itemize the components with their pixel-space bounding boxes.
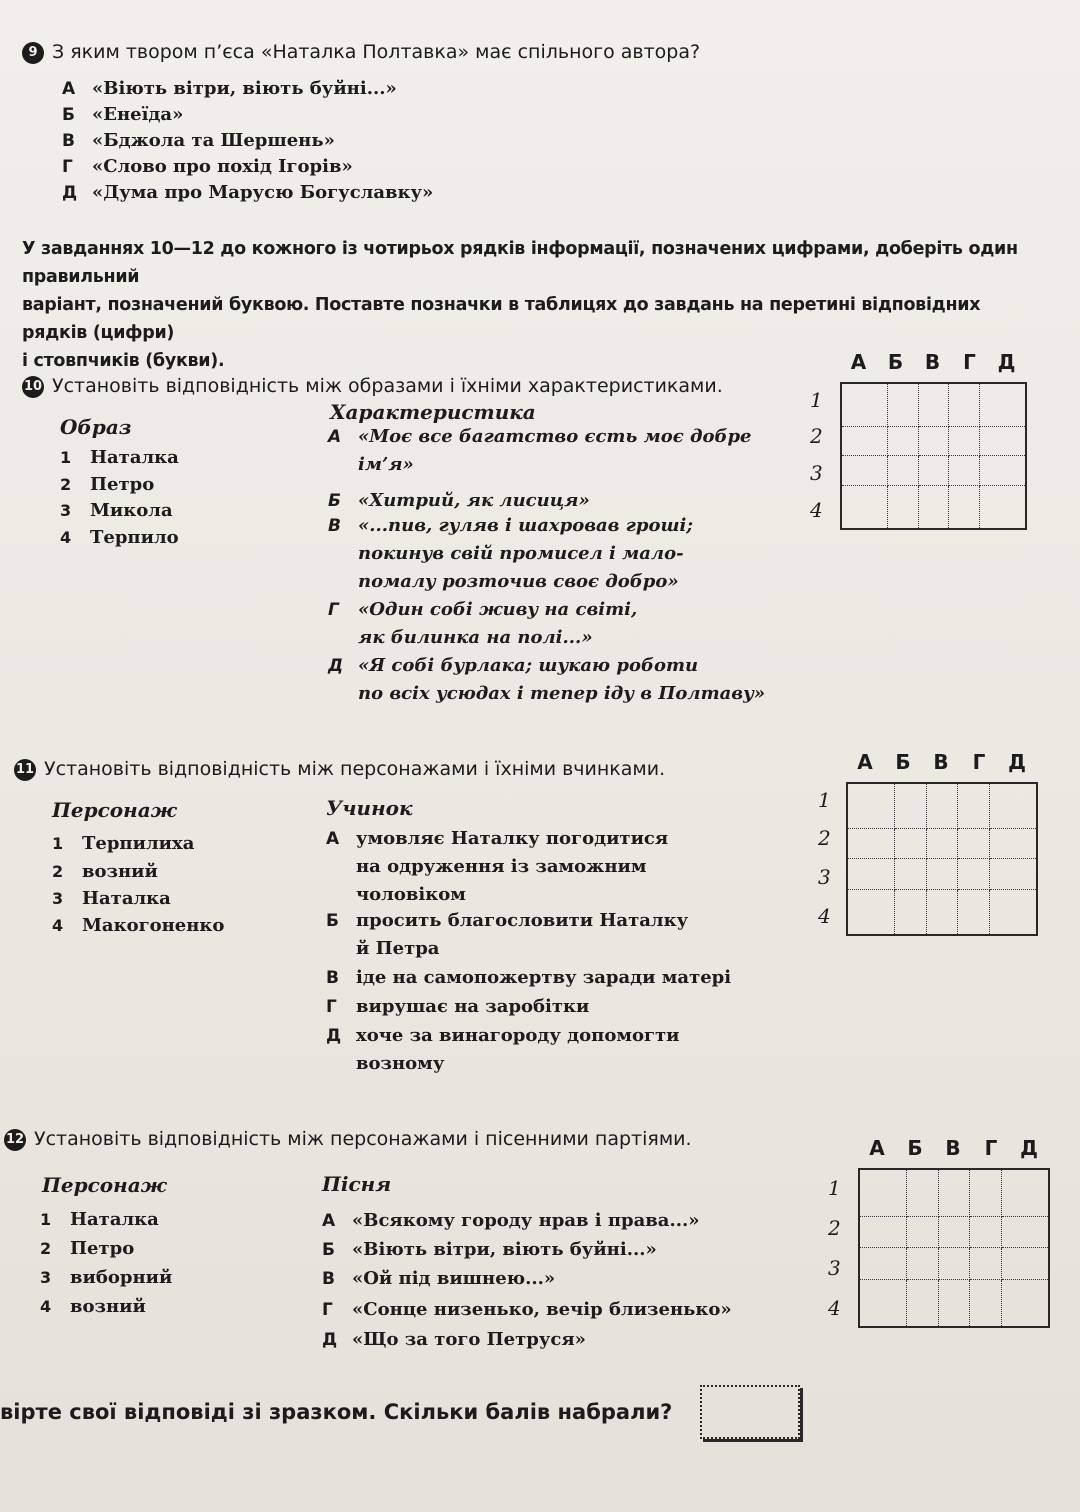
q12-left-header: Персонаж	[42, 1173, 167, 1197]
q9-option-c[interactable]: В «Бджола та Шершень»	[62, 130, 335, 151]
instructions-line: У завданнях 10—12 до кожного із чотирьох рядків інформації, позначених цифрами, доберіть один правильний	[22, 239, 1018, 287]
instructions-line: варіант, позначений буквою. Поставте позначки в таблицях до завдань на перетині відповідних рядків (цифри)	[22, 295, 981, 343]
q9-option-a[interactable]: А «Віють вітри, віють буйні...»	[62, 78, 397, 99]
q9-option-d[interactable]: Г «Слово про похід Ігорів»	[62, 156, 353, 177]
q12-question: Установіть відповідність між персонажами і пісенними партіями.	[34, 1128, 692, 1150]
q12-number: 12	[4, 1129, 26, 1151]
q10-item-4: 4 Терпило	[60, 527, 179, 548]
q11-item-3: 3 Наталка	[52, 888, 171, 909]
q9-option-e[interactable]: Д «Дума про Марусю Богуславку»	[62, 182, 434, 203]
q11-heading	[14, 757, 665, 781]
q9-option-b[interactable]: Б «Енеїда»	[62, 104, 184, 125]
q10-item-3: 3 Микола	[60, 500, 173, 521]
q11-left-header: Персонаж	[52, 798, 177, 822]
q11-item-1: 1 Терпилиха	[52, 833, 195, 854]
q12-item-4: 4 возний	[40, 1296, 146, 1317]
q11-grid-letters: А Б В Г Д	[857, 750, 1026, 774]
q10-grid-letters: А Б В Г Д	[850, 350, 1016, 374]
q11-grid-table	[846, 782, 1038, 936]
q12-heading	[4, 1127, 692, 1151]
q12-right-header: Пісня	[322, 1172, 392, 1196]
q12-item-1: 1 Наталка	[40, 1209, 159, 1230]
q12-item-2: 2 Петро	[40, 1238, 135, 1259]
q11-right-header: Учинок	[326, 796, 413, 820]
q10-left-header: Образ	[60, 415, 132, 439]
q11-item-4: 4 Макогоненко	[52, 915, 225, 936]
q10-heading	[22, 374, 723, 398]
q11-question: Установіть відповідність між персонажами і їхніми вчинками.	[44, 758, 666, 780]
q9-question: З яким твором п’єса «Наталка Полтавка» має спільного автора?	[52, 41, 701, 63]
q11-item-2: 2 возний	[52, 861, 158, 882]
q10-item-2: 2 Петро	[60, 474, 155, 495]
q10-grid-table	[840, 382, 1027, 530]
q11-number: 11	[14, 759, 36, 781]
q10-number: 10	[22, 376, 44, 398]
footer-text: вірте свої відповіді зі зразком. Скільки балів набрали?	[0, 1400, 673, 1424]
q10-question: Установіть відповідність між образами і їхніми характеристиками.	[52, 375, 723, 397]
q10-item-1: 1 Наталка	[60, 447, 179, 468]
q9-heading	[22, 40, 700, 64]
q12-grid-letters: А Б В Г Д	[869, 1136, 1038, 1160]
score-box[interactable]	[700, 1385, 800, 1439]
q12-item-3: 3 виборний	[40, 1267, 173, 1288]
q10-right-header: Характеристика	[330, 400, 536, 424]
instructions-line: і стовпчиків (букви).	[22, 351, 225, 371]
q12-grid-table	[858, 1168, 1050, 1328]
workbook-page: 9 З яким твором п’єса «Наталка Полтавка» має спільного автора? А «Віють вітри, віють буйні...» Б «Енеїда» В «Бджола та Шершень» Г «Слово про похід Ігорів» Д «Дума про Марусю Богуславку» У завданнях 10—12 до кожного із чотирьох рядків інформації, позначених цифрами, доберіть один правильний варіант, позначений буквою. Поставте позначки в таблицях до завдань на перетині відповідних рядків (цифри) і стовпчиків (букви). 10 Установіть відповідність між образами і їхніми характеристиками. Образ Характеристика 1 Наталка 2 Петро 3 Микола 4 Терпило А «Моє все багатство єсть моє добре ім’я» Б «Хитрий, як лисиця» В «...пив, гуляв і шахровав гроші; покинув свій промисел і мало- помалу розточив своє добро» Г «Один собі живу на світі, як билинка на полі...» Д «Я собі бурлака; шукаю роботи по всіх усюдах і тепер іду в Полтаву» А Б В Г Д 1 2 3 4 11 Установіть відповідність між персонажами і їхніми вчинками. Персонаж Учинок 1 Терпилиха 2 возний 3 Наталка 4 Макогоненко А умовляє Наталку погодитися на одруження із заможним чоловіком Б просить благословити Наталку й Петра В іде на самопожертву заради матері Г вирушає на заробітки Д хоче за винагороду допомогти возному А Б В Г Д 1 2 3 4 12 Установіть відповідність між персонажами і пісенними партіями. Персонаж Пісня 1 Наталка 2 Петро 3 виборний 4 возний А «Всякому городу нрав і права...» Б «Віють вітри, віють буйні...» В «Ой під вишнею...» Г «Сонце низенько, вечір близенько» Д «Що за того Петруся» А Б В Г Д 1 2 3 4 вірте свої відповіді зі зразком. Скільки балів набрали?	[0, 0, 1080, 1512]
q9-number: 9	[22, 42, 44, 64]
